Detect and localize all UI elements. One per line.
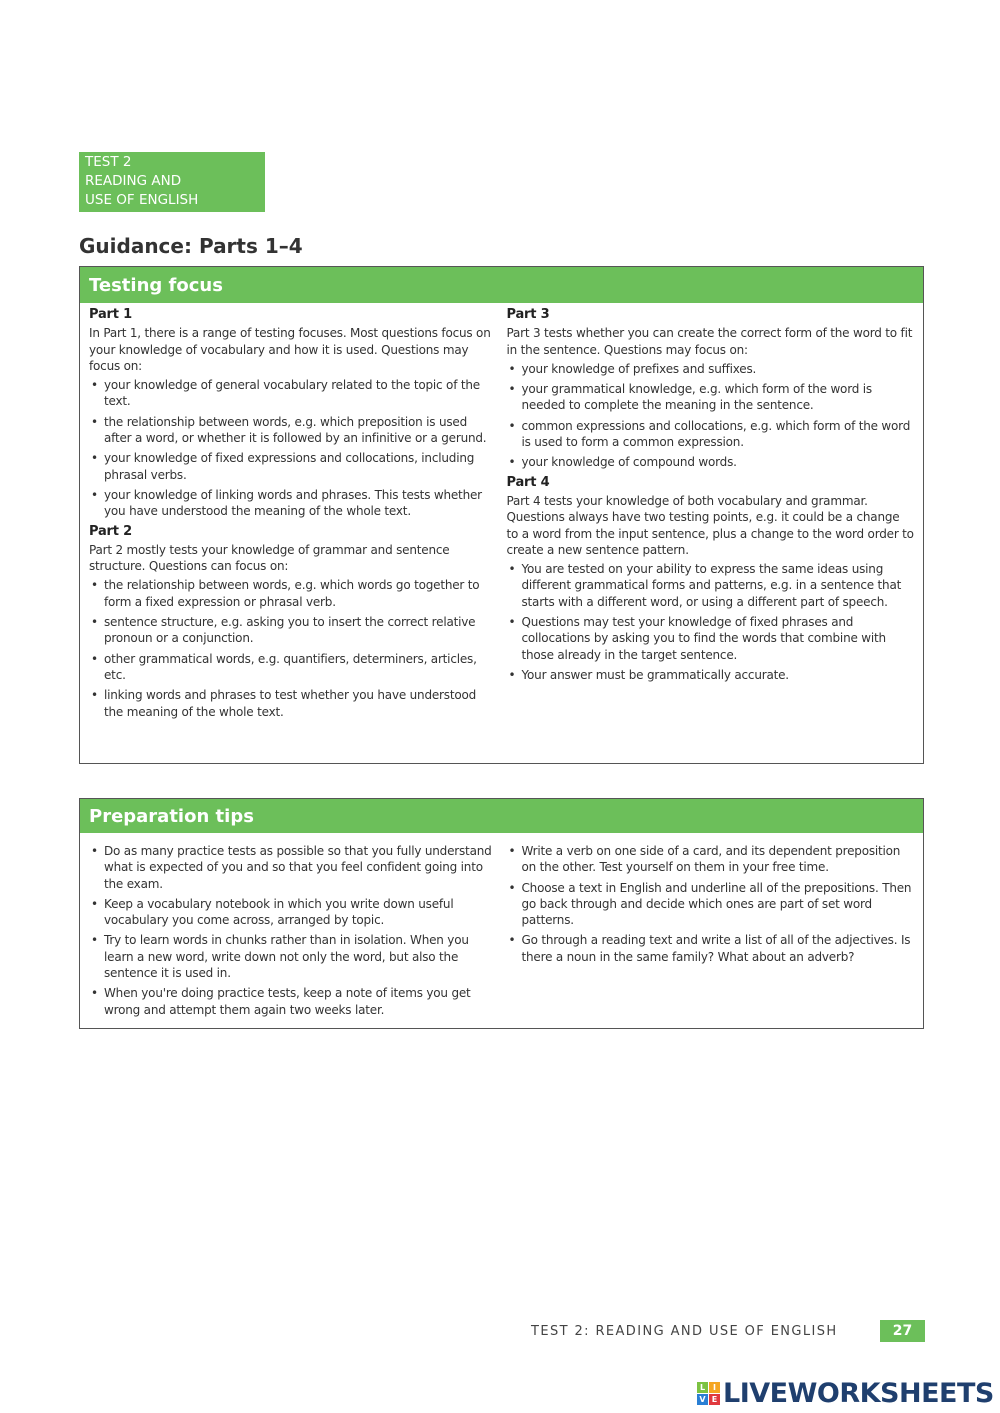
part2-list xyxy=(89,577,497,719)
list-item: • your knowledge of fixed expressions and collocations, including phrasal verbs. xyxy=(89,450,497,483)
liveworksheets-logo xyxy=(697,1378,994,1409)
part-heading: Part 3 xyxy=(506,307,550,322)
list-item: • your knowledge of prefixes and suffixes. xyxy=(507,361,915,377)
list-item: • Questions may test your knowledge of fixed phrases and collocations by asking you to find the words that combine with those already in the target sentence. xyxy=(507,614,915,663)
list-item: • You are tested on your ability to express the same ideas using different grammatical forms and patterns, e.g. in a sentence that starts with a different word, or using a different part of speech. xyxy=(507,561,915,610)
list-item: • sentence structure, e.g. asking you to insert the correct relative pronoun or a conjunction. xyxy=(89,614,497,647)
testing-focus-box xyxy=(79,266,924,764)
section-tag-line: USE OF ENGLISH xyxy=(85,192,199,208)
preparation-tips-box xyxy=(79,798,924,1029)
list-item: • your knowledge of linking words and phrases. This tests whether you have understood the meaning of the whole text. xyxy=(89,487,497,520)
list-item: • Go through a reading text and write a list of all of the adjectives. Is there a noun in the same family? What about an adverb? xyxy=(507,932,915,965)
list-item: • your knowledge of compound words. xyxy=(507,454,915,470)
preparation-tips-right-column xyxy=(507,843,915,1022)
list-item: • the relationship between words, e.g. which preposition is used after a word, or whether it is followed by an infinitive or a gerund. xyxy=(89,414,497,447)
part-intro: In Part 1, there is a range of testing focuses. Most questions focus on your knowledge of vocabulary and how it is used. Questions may focus on: xyxy=(89,326,491,373)
list-item: • common expressions and collocations, e.g. which form of the word is used to form a common expression. xyxy=(507,418,915,451)
part1-list xyxy=(89,377,497,519)
part-heading: Part 1 xyxy=(89,307,132,322)
list-item: • Do as many practice tests as possible so that you fully understand what is expected of you and so that you feel confident going into the exam. xyxy=(89,843,497,892)
logo-letter: E xyxy=(709,1394,720,1405)
preparation-tips-heading: Preparation tips xyxy=(80,799,923,833)
list-item: • When you're doing practice tests, keep a note of items you get wrong and attempt them again two weeks later. xyxy=(89,985,497,1018)
part-heading: Part 4 xyxy=(506,474,550,490)
part-intro: Part 2 mostly tests your knowledge of grammar and sentence structure. Questions can focus on: xyxy=(89,542,450,574)
logo-squares-icon xyxy=(697,1382,720,1405)
list-item: • Your answer must be grammatically accurate. xyxy=(507,667,915,683)
tips-list xyxy=(507,843,915,965)
testing-focus-right-column xyxy=(507,303,915,724)
tips-list xyxy=(89,843,497,1018)
list-item: • linking words and phrases to test whether you have understood the meaning of the whole text. xyxy=(89,687,497,720)
list-item: • Choose a text in English and underline all of the prepositions. Then go back through and decide which ones are part of set word patterns. xyxy=(507,880,915,929)
section-tag-line: READING AND xyxy=(85,173,182,189)
running-footer: TEST 2: READING AND USE OF ENGLISH xyxy=(531,1324,838,1339)
page-title: Guidance: Parts 1–4 xyxy=(79,234,303,258)
preparation-tips-left-column xyxy=(89,843,497,1022)
list-item: • the relationship between words, e.g. which words go together to form a fixed expression or phrasal verb. xyxy=(89,577,497,610)
testing-focus-heading: Testing focus xyxy=(80,267,923,303)
logo-text: LIVEWORKSHEETS xyxy=(723,1378,994,1409)
list-item: • your knowledge of general vocabulary related to the topic of the text. xyxy=(89,377,497,410)
part-heading: Part 2 xyxy=(89,523,132,539)
list-item: • other grammatical words, e.g. quantifiers, determiners, articles, etc. xyxy=(89,651,497,684)
logo-letter: I xyxy=(709,1382,720,1393)
testing-focus-left-column xyxy=(89,303,497,724)
list-item: • your grammatical knowledge, e.g. which form of the word is needed to complete the meaning in the sentence. xyxy=(507,381,915,414)
logo-letter: L xyxy=(697,1382,708,1393)
part-intro: Part 4 tests your knowledge of both vocabulary and grammar. Questions always have two testing points, e.g. it could be a change to a word from the input sentence, plus a change to the word order to create a new sentence pattern. xyxy=(506,493,914,557)
page-number: 27 xyxy=(880,1320,925,1342)
section-tag-line: TEST 2 xyxy=(85,154,132,170)
part3-list xyxy=(507,361,915,471)
logo-letter: V xyxy=(697,1394,708,1405)
part4-list xyxy=(507,561,915,683)
list-item: • Try to learn words in chunks rather than in isolation. When you learn a new word, write down not only the word, but also the sentence it is used in. xyxy=(89,932,497,981)
list-item: • Keep a vocabulary notebook in which you write down useful vocabulary you come across, arranged by topic. xyxy=(89,896,497,929)
section-tag xyxy=(79,152,265,212)
list-item: • Write a verb on one side of a card, and its dependent preposition on the other. Test yourself on them in your free time. xyxy=(507,843,915,876)
part-intro: Part 3 tests whether you can create the correct form of the word to fit in the sentence. Questions may focus on: xyxy=(506,326,913,357)
